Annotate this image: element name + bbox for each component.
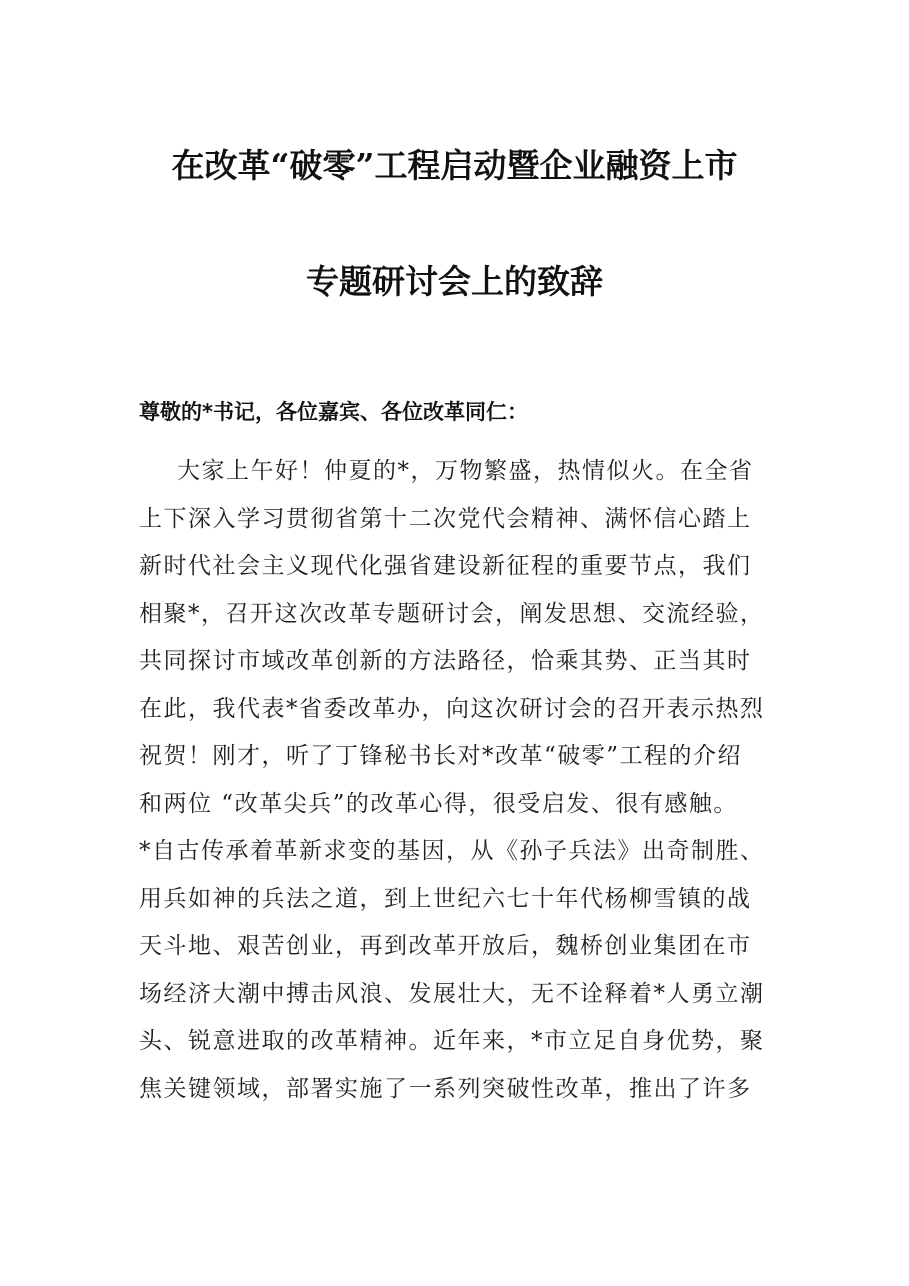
body-line: 新时代社会主义现代化强省建设新征程的重要节点，我们 [139,553,752,579]
body-line: 头、锐意进取的改革精神。近年来，*市立足自身优势，聚 [139,1028,765,1054]
body-line: 共同探讨市域改革创新的方法路径，恰乘其势、正当其时 [139,648,752,674]
body-line: 相聚*，召开这次改革专题研讨会，阐发思想、交流经验， [139,600,765,627]
document-title-line-1: 在改革“破零”工程启动暨企业融资上市 [171,146,738,185]
body-line: 在此，我代表*省委改革办，向这次研讨会的召开表示热烈 [139,695,765,722]
body-line: 祝贺！刚才，听了丁锋秘书长对*改革“破零”工程的介绍 [139,743,743,769]
body-line: 焦关键领域，部署实施了一系列突破性改革，推出了许多 [139,1075,752,1102]
body-line: 大家上午好！仲夏的*，万物繁盛，热情似火。在全省 [177,458,754,484]
body-line: 和两位 “改革尖兵”的改革心得，很受启发、很有感触。 [139,790,738,817]
body-paragraph [139,451,779,1116]
document-title-line-2: 专题研讨会上的致辞 [306,262,603,301]
body-line: 天斗地、艰苦创业，再到改革开放后，魏桥创业集团在市 [139,933,752,959]
body-line: 用兵如神的兵法之道，到上世纪六七十年代杨柳雪镇的战 [139,885,752,912]
body-line: 上下深入学习贯彻省第十二次党代会精神、满怀信心踏上 [139,505,752,532]
body-line: 场经济大潮中搏击风浪、发展壮大，无不诠释着*人勇立潮 [139,980,765,1007]
body-line: *自古传承着革新求变的基因，从《孙子兵法》出奇制胜、 [139,838,765,864]
salutation: 尊敬的*书记，各位嘉宾、各位改革同仁： [139,400,528,424]
